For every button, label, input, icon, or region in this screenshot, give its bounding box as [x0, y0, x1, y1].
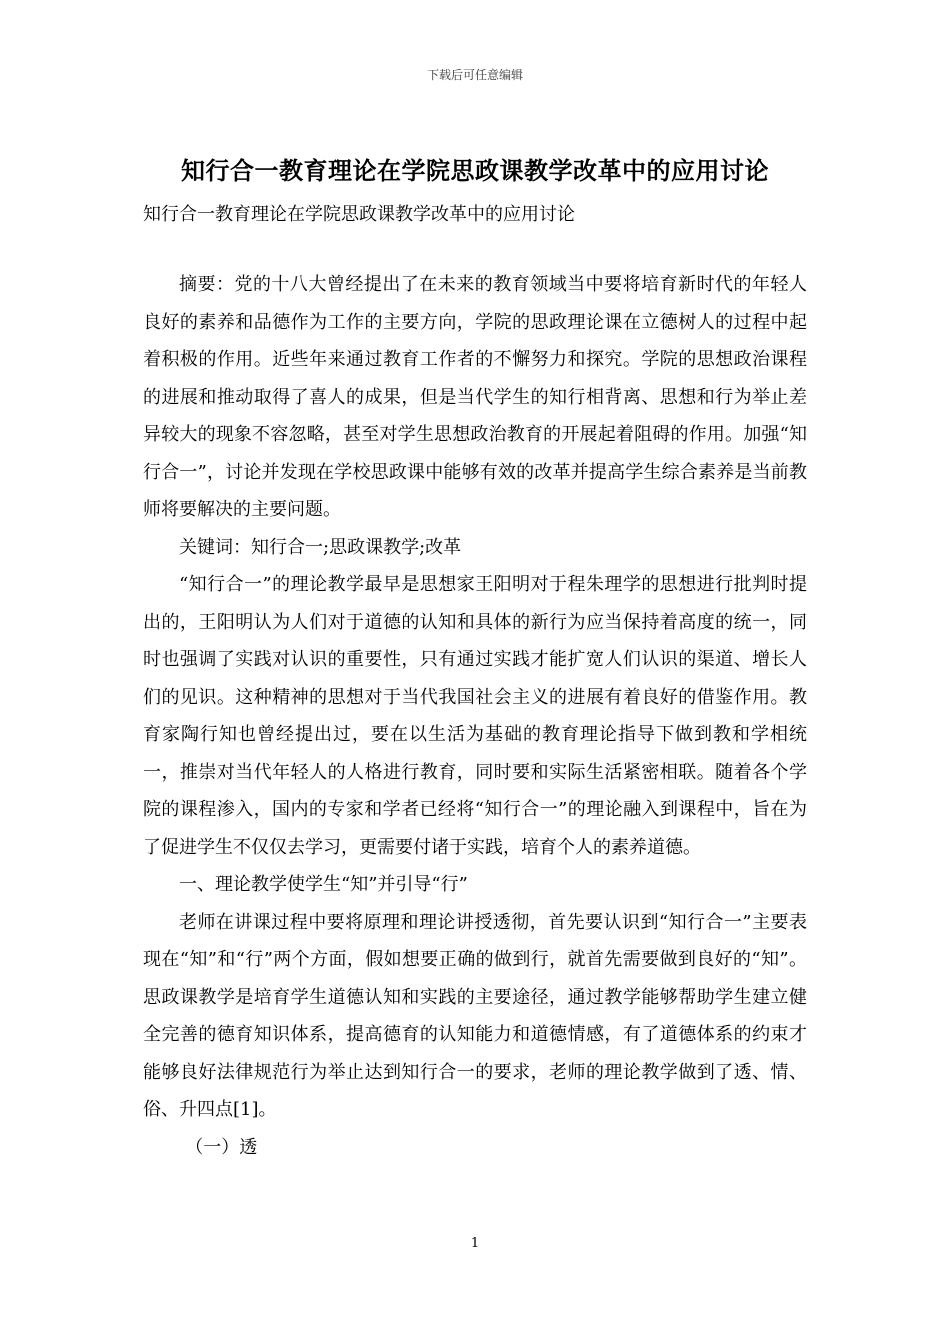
page-header-note: 下载后可任意编辑 — [426, 68, 523, 82]
abstract-paragraph: 摘要：党的十八大曾经提出了在未来的教育领域当中要将培育新时代的年轻人良好的素养和品德作为工作的主要方向，学院的思政理论课在立德树人的过程中起着积极的作用。近些年来通过教育工作者的不懈努力和探究。学院的思想政治课程的进展和推动取得了喜人的成果，但是当代学生的知行相背离、思想和行为举止差异较大的现象不容忽略，甚至对学生思想政治教育的开展起着阻碍的作用。加强“知行合一”，讨论并发现在学校思政课中能够有效的改革并提高学生综合素养是当前教师将要解决的主要问题。 — [143, 274, 807, 520]
document-body — [143, 266, 807, 1166]
page-number: 1 — [470, 1236, 480, 1251]
intro-paragraph: “知行合一”的理论教学最早是思想家王阳明对于程朱理学的思想进行批判时提出的，王阳明认为人们对于道德的认知和具体的新行为应当保持着高度的统一，同时也强调了实践对认识的重要性，只有通过实践才能扩宽人们认识的渠道、增长人们的见识。这种精神的思想对于当代我国社会主义的进展有着良好的借鉴作用。教育家陶行知也曾经提出过，要在以生活为基础的教育理论指导下做到教和学相统一，推崇对当代年轻人的人格进行教育，同时要和实际生活紧密相联。随着各个学院的课程渗入，国内的专家和学者已经将“知行合一”的理论融入到课程中，旨在为了促进学生不仅仅去学习，更需要付诸于实践，培育个人的素养道德。 — [143, 574, 807, 858]
subsection-heading: （一）透 — [185, 1136, 258, 1158]
keywords-paragraph: 关键词：知行合一;思政课教学;改革 — [179, 536, 462, 558]
document-title: 知行合一教育理论在学院思政课教学改革中的应用讨论 — [181, 156, 769, 185]
document-subtitle: 知行合一教育理论在学院思政课教学改革中的应用讨论 — [143, 204, 575, 225]
section-body-paragraph: 老师在讲课过程中要将原理和理论讲授透彻，首先要认识到“知行合一”主要表现在“知”和“行”两个方面，假如想要正确的做到行，就首先需要做到良好的“知”。思政课教学是培育学生道德认知和实践的主要途径，通过教学能够帮助学生建立健全完善的德育知识体系，提高德育的认知能力和道德情感，有了道德体系的约束才能够良好法律规范行为举止达到知行合一的要求，老师的理论教学做到了透、情、俗、升四点[1]。 — [143, 911, 807, 1120]
section-heading: 一、理论教学使学生“知”并引导“行” — [179, 874, 468, 895]
